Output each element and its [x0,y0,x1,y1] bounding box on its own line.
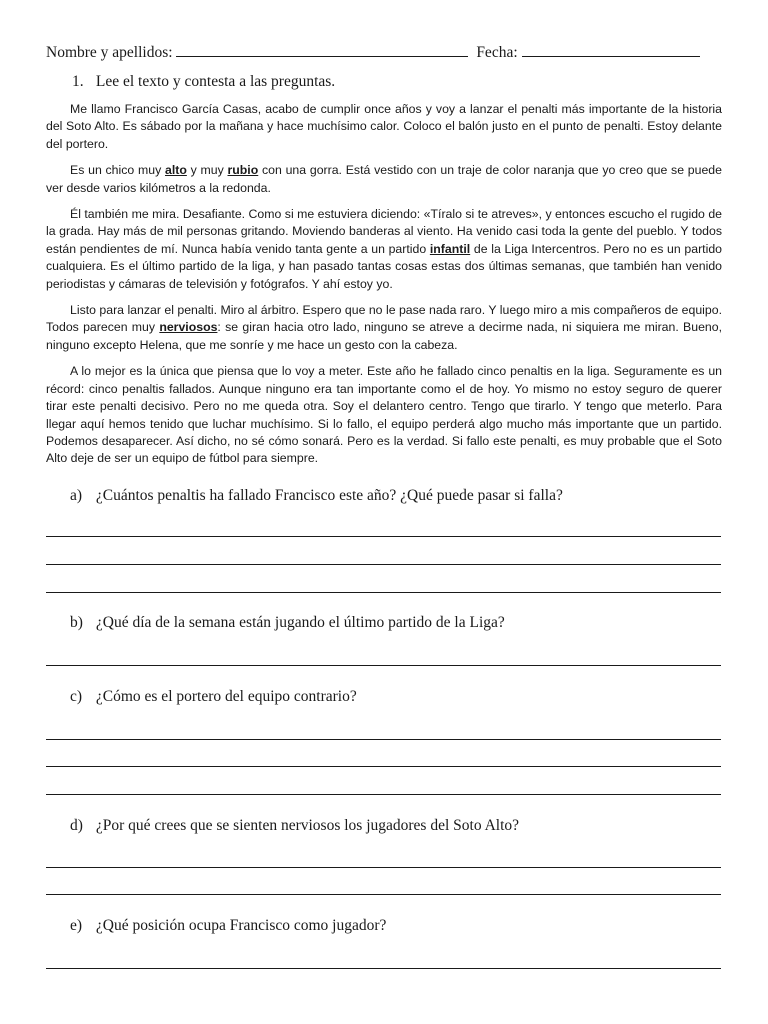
answer-line-e1[interactable] [46,968,721,969]
instruction-number: 1. [72,73,84,90]
keyword-rubio: rubio [227,163,259,178]
question-text: ¿Por qué crees que se sienten nerviosos los jugadores del Soto Alto? [95,817,520,834]
question-d [70,816,519,836]
worksheet-header [46,42,726,63]
date-label: Fecha: [476,44,518,61]
question-letter: c) [70,688,83,705]
answer-line-a3[interactable] [46,592,721,593]
answer-line-c1[interactable] [46,739,721,740]
answer-line-c3[interactable] [46,794,721,795]
question-text: ¿Cómo es el portero del equipo contrario? [95,688,357,705]
paragraph-5: A lo mejor es la única que piensa que lo voy a meter. Este año he fallado cinco penaltis en la liga. Seguramente es un récord: cinco penaltis fallados. Aunque ninguno era tan importante como el de hoy. Yo mismo no estoy seguro de querer tirar este penalti decisivo. Pero no me queda otra. Soy el delantero centro. Tengo que tirarlo. Y tengo que meterlo. Para llegar aquí hemos tenido que luchar muchísimo. Si lo fallo, el equipo perderá algo mucho más importante que un partido. Podemos desaparecer. Así dicho, no sé cómo sonará. Pero es la verdad. Si fallo este penalti, es muy probable que el Soto Alto deje de ser un equipo de fútbol para siempre. [46,364,722,466]
date-field[interactable] [522,42,700,57]
question-letter: d) [70,817,83,834]
keyword-infantil: infantil [429,241,471,256]
paragraph-3: Él también me mira. Desafiante. Como si me estuviera diciendo: «Tíralo si te atreves», y entonces escucho el rugido de la grada. Hay más de mil personas gritando. Moviendo banderas al viento. Ha venido casi toda la gente del pueblo. Y todos están pendientes de mí. Nunca había venido tanta gente a un partido infantil de la Liga Intercentros. Pero no es un partido cualquiera. Es el último partido de la liga, y han pasado tantas cosas estas dos últimas semanas, que también han venido periodistas y cámaras de televisión y fotógrafos. Y ahí estoy yo. [46,207,723,291]
answer-line-d1[interactable] [46,867,721,868]
question-text: ¿Qué día de la semana están jugando el último partido de la Liga? [95,614,505,631]
instruction [72,72,335,92]
answer-line-a2[interactable] [46,564,721,565]
answer-line-b1[interactable] [46,665,721,666]
question-letter: b) [70,614,83,631]
paragraph-1: Me llamo Francisco García Casas, acabo de cumplir once años y voy a lanzar el penalti más importante de la historia del Soto Alto. Es sábado por la mañana y hace muchísimo calor. Coloco el balón justo en el punto de penalti. Estoy delante del portero. [46,102,722,151]
question-e [70,916,386,936]
answer-line-a1[interactable] [46,536,721,537]
question-text: ¿Qué posición ocupa Francisco como jugador? [95,917,387,934]
keyword-nerviosos: nerviosos [159,320,218,335]
question-a [70,486,563,506]
paragraph-4: Listo para lanzar el penalti. Miro al árbitro. Espero que no le pase nada raro. Y luego miro a mis compañeros de equipo. Todos parecen muy nerviosos: se giran hacia otro lado, ninguno se atreve a decirme nada, ni siquiera me miran. Bueno, ninguno excepto Helena, que me sonríe y me hace un gesto con la cabeza. [46,303,723,352]
question-c [70,687,357,707]
name-label: Nombre y apellidos: [46,44,173,61]
reading-text [46,101,722,477]
answer-line-d2[interactable] [46,894,721,895]
keyword-alto: alto [164,163,187,178]
instruction-text: Lee el texto y contesta a las preguntas. [95,73,336,90]
answer-line-c2[interactable] [46,766,721,767]
paragraph-2: Es un chico muy alto y muy rubio con una gorra. Está vestido con un traje de color naranja que yo creo que se puede ver desde varios kilómetros a la redonda. [46,163,722,195]
question-b [70,613,505,633]
question-letter: e) [70,917,83,934]
name-field[interactable] [176,42,468,57]
question-text: ¿Cuántos penaltis ha fallado Francisco este año? ¿Qué puede pasar si falla? [95,487,563,504]
question-letter: a) [70,487,83,504]
